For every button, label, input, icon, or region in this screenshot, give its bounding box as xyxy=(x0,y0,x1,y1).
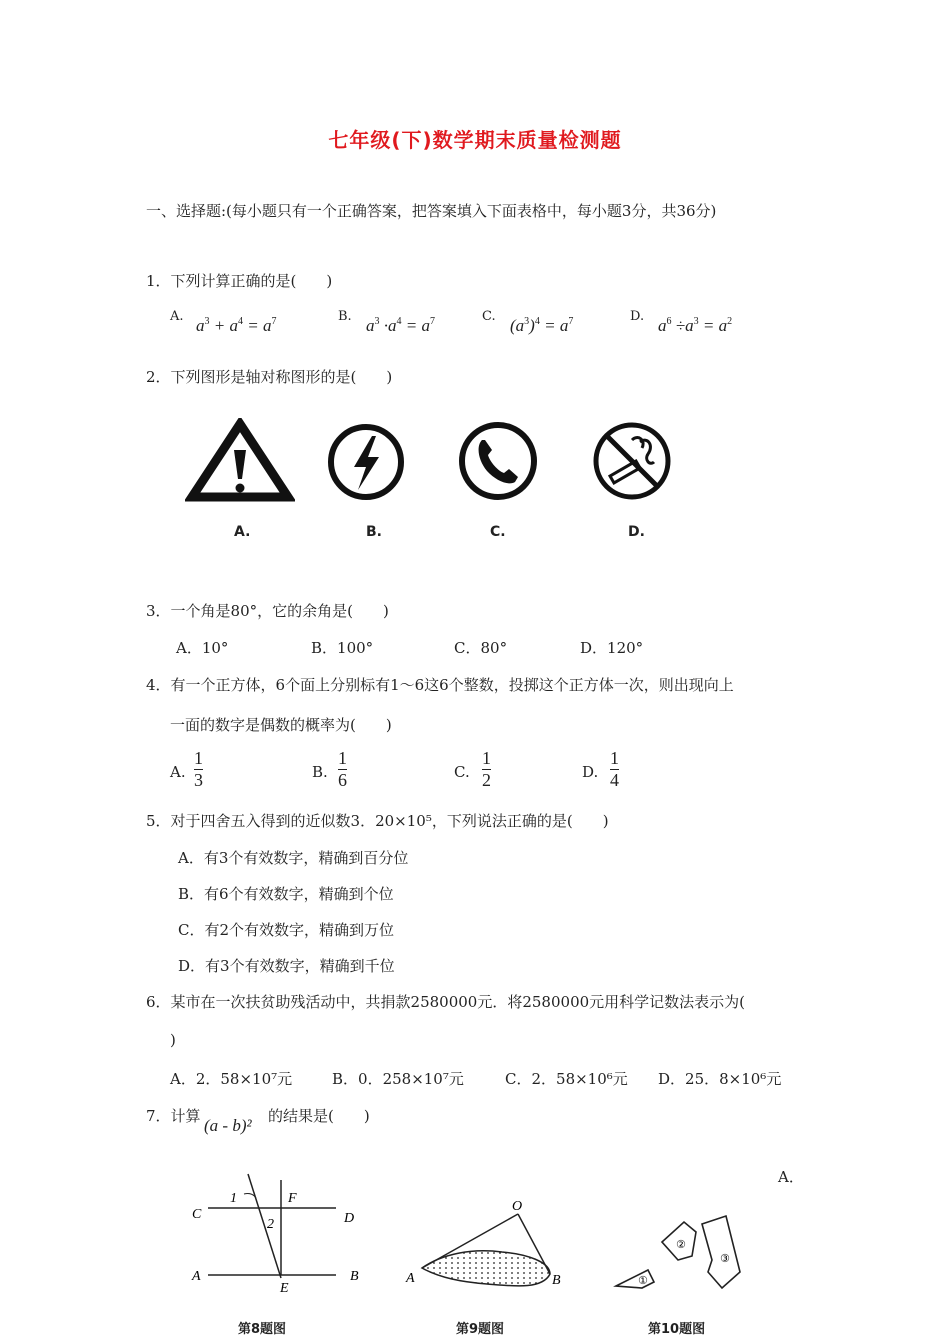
q1-option-c: $(a^3)^4 = a^7$ xyxy=(510,316,574,335)
question-7-stem-end: 的结果是( ) xyxy=(268,1107,370,1125)
fig9-label-b: B xyxy=(552,1273,561,1288)
q2-label-a: A. xyxy=(234,524,251,540)
question-2-stem: 2．下列图形是轴对称图形的是( ) xyxy=(146,368,393,386)
section-heading: 一、选择题:(每小题只有一个正确答案，把答案填入下面表格中，每小题3分，共36分) xyxy=(146,202,717,220)
q4-label-c: C. xyxy=(454,763,470,781)
q4-label-b: B. xyxy=(312,763,328,781)
fig8-label-b: B xyxy=(350,1269,359,1284)
fig8-label-c: C xyxy=(192,1207,202,1222)
figure-10-diagram xyxy=(612,1212,762,1302)
q7-expression: (a - b)² xyxy=(204,1116,252,1135)
q3-option-c: C．80° xyxy=(454,639,508,657)
q1-label-d: D. xyxy=(630,309,645,324)
fig8-label-f: F xyxy=(288,1191,297,1206)
q4-fraction-c: $\frac{1}{2}$ xyxy=(482,748,491,790)
question-4-stem-line1: 4．有一个正方体，6个面上分别标有1～6这6个整数，投掷这个正方体一次，则出现向上 xyxy=(146,676,734,694)
q3-option-a: A．10° xyxy=(176,639,229,657)
q4-fraction-b: $\frac{1}{6}$ xyxy=(338,748,347,790)
figure-8-diagram xyxy=(186,1166,376,1296)
question-4-stem-line2: 一面的数字是偶数的概率为( ) xyxy=(170,716,392,734)
question-6-stem-line1: 6．某市在一次扶贫助残活动中，共捐款2580000元．将2580000元用科学记数法表示为( xyxy=(146,993,746,1011)
figure-8-caption: 第8题图 xyxy=(238,1322,287,1337)
fig8-label-d: D xyxy=(344,1211,355,1226)
fig8-label-a: A xyxy=(192,1269,201,1284)
page-title: 七年级(下)数学期末质量检测题 xyxy=(328,128,622,152)
figure-9-caption: 第9题图 xyxy=(456,1322,505,1337)
question-3-stem: 3．一个角是80°，它的余角是( ) xyxy=(146,602,389,620)
q2-label-d: D. xyxy=(628,524,645,540)
question-7-stem: 7．计算 xyxy=(146,1107,201,1125)
q6-option-d: D．25．8×10⁶元 xyxy=(658,1070,782,1088)
question-6-stem-line2: ) xyxy=(170,1031,176,1049)
q5-option-b: B．有6个有效数字，精确到个位 xyxy=(178,885,394,903)
q1-label-b: B. xyxy=(338,309,352,324)
q4-label-a: A. xyxy=(170,763,186,781)
fig9-label-a: A xyxy=(406,1271,415,1286)
telephone-circle-icon xyxy=(454,418,542,504)
q2-label-b: B. xyxy=(366,524,382,540)
fig10-label-3: ③ xyxy=(720,1252,730,1265)
fig8-label-1: 1 xyxy=(230,1191,237,1206)
q6-option-c: C．2．58×10⁶元 xyxy=(505,1070,628,1088)
q6-option-b: B．0．258×10⁷元 xyxy=(332,1070,464,1088)
q1-option-b: $a^3 \cdot a^4 = a^7$ xyxy=(366,316,435,335)
figure-9-diagram xyxy=(402,1196,582,1296)
lightning-circle-icon xyxy=(324,420,408,504)
fig10-label-2: ② xyxy=(676,1238,686,1251)
warning-triangle-icon xyxy=(185,418,295,502)
q1-label-a: A. xyxy=(170,309,184,324)
q1-option-d: $a^6 \div a^3 = a^2$ xyxy=(658,316,733,335)
no-smoking-icon xyxy=(588,418,676,504)
fig8-label-e: E xyxy=(280,1281,289,1296)
question-1-stem: 1．下列计算正确的是( ) xyxy=(146,272,333,290)
q7-option-a: A． xyxy=(778,1168,804,1186)
q3-option-d: D．120° xyxy=(580,639,644,657)
q5-option-c: C．有2个有效数字，精确到万位 xyxy=(178,921,395,939)
q5-option-a: A．有3个有效数字，精确到百分位 xyxy=(178,849,409,867)
q5-option-d: D．有3个有效数字，精确到千位 xyxy=(178,957,395,975)
figure-10-caption: 第10题图 xyxy=(648,1322,706,1337)
q1-option-a: $a^3 + a^4 = a^7$ xyxy=(196,316,277,335)
q2-label-c: C. xyxy=(490,524,506,540)
fig10-label-1: ① xyxy=(638,1274,648,1287)
q1-label-c: C. xyxy=(482,309,496,324)
q6-option-a: A．2．58×10⁷元 xyxy=(170,1070,293,1088)
q4-fraction-d: $\frac{1}{4}$ xyxy=(610,748,619,790)
fig8-label-2: 2 xyxy=(267,1217,274,1232)
question-5-stem: 5．对于四舍五入得到的近似数3．20×10⁵，下列说法正确的是( ) xyxy=(146,812,609,830)
q3-option-b: B．100° xyxy=(311,639,374,657)
fig9-label-o: O xyxy=(512,1199,523,1214)
q4-fraction-a: $\frac{1}{3}$ xyxy=(194,748,203,790)
q4-label-d: D. xyxy=(582,763,599,781)
